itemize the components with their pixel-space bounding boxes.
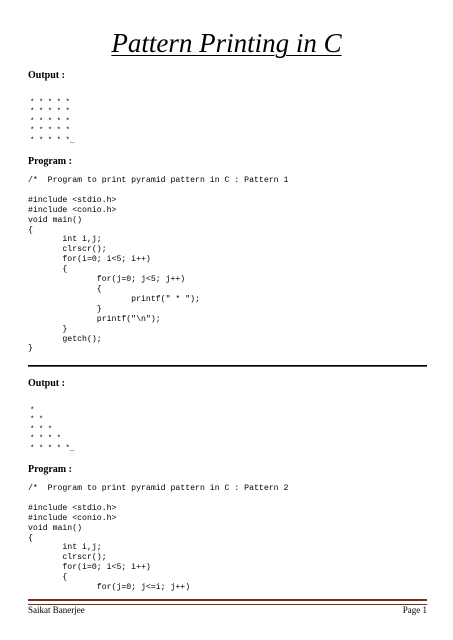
output-pattern: * * * * * * * * * * * * * * * * * * * * * * * * *_ [30, 99, 75, 145]
footer-rule [28, 599, 427, 605]
output-label: Output : [28, 378, 65, 389]
section-divider [28, 365, 427, 366]
footer-page-number: Page 1 [402, 605, 427, 615]
code-block: /* Program to print pyramid pattern in C : Pattern 1 #include <stdio.h> #include <conio.h> void main() { int i,j; clrscr(); for(i=0; i<5; i++) { for(j=0; j<5; j++) { printf(" * "); } printf("\n"); } getch(); } [28, 176, 289, 354]
document-title: Pattern Printing in C [111, 28, 342, 58]
program-label: Program : [28, 156, 72, 167]
program-label: Program : [28, 464, 72, 475]
output-pattern: * * * * * * * * * * * * * * *_ [30, 407, 75, 453]
footer-author: Saikat Banerjee [28, 605, 85, 615]
code-block: /* Program to print pyramid pattern in C : Pattern 2 #include <stdio.h> #include <conio.h> void main() { int i,j; clrscr(); for(i=0; i<5; i++) { for(j=0; j<=i; j++) [28, 484, 289, 593]
output-label: Output : [28, 70, 65, 81]
